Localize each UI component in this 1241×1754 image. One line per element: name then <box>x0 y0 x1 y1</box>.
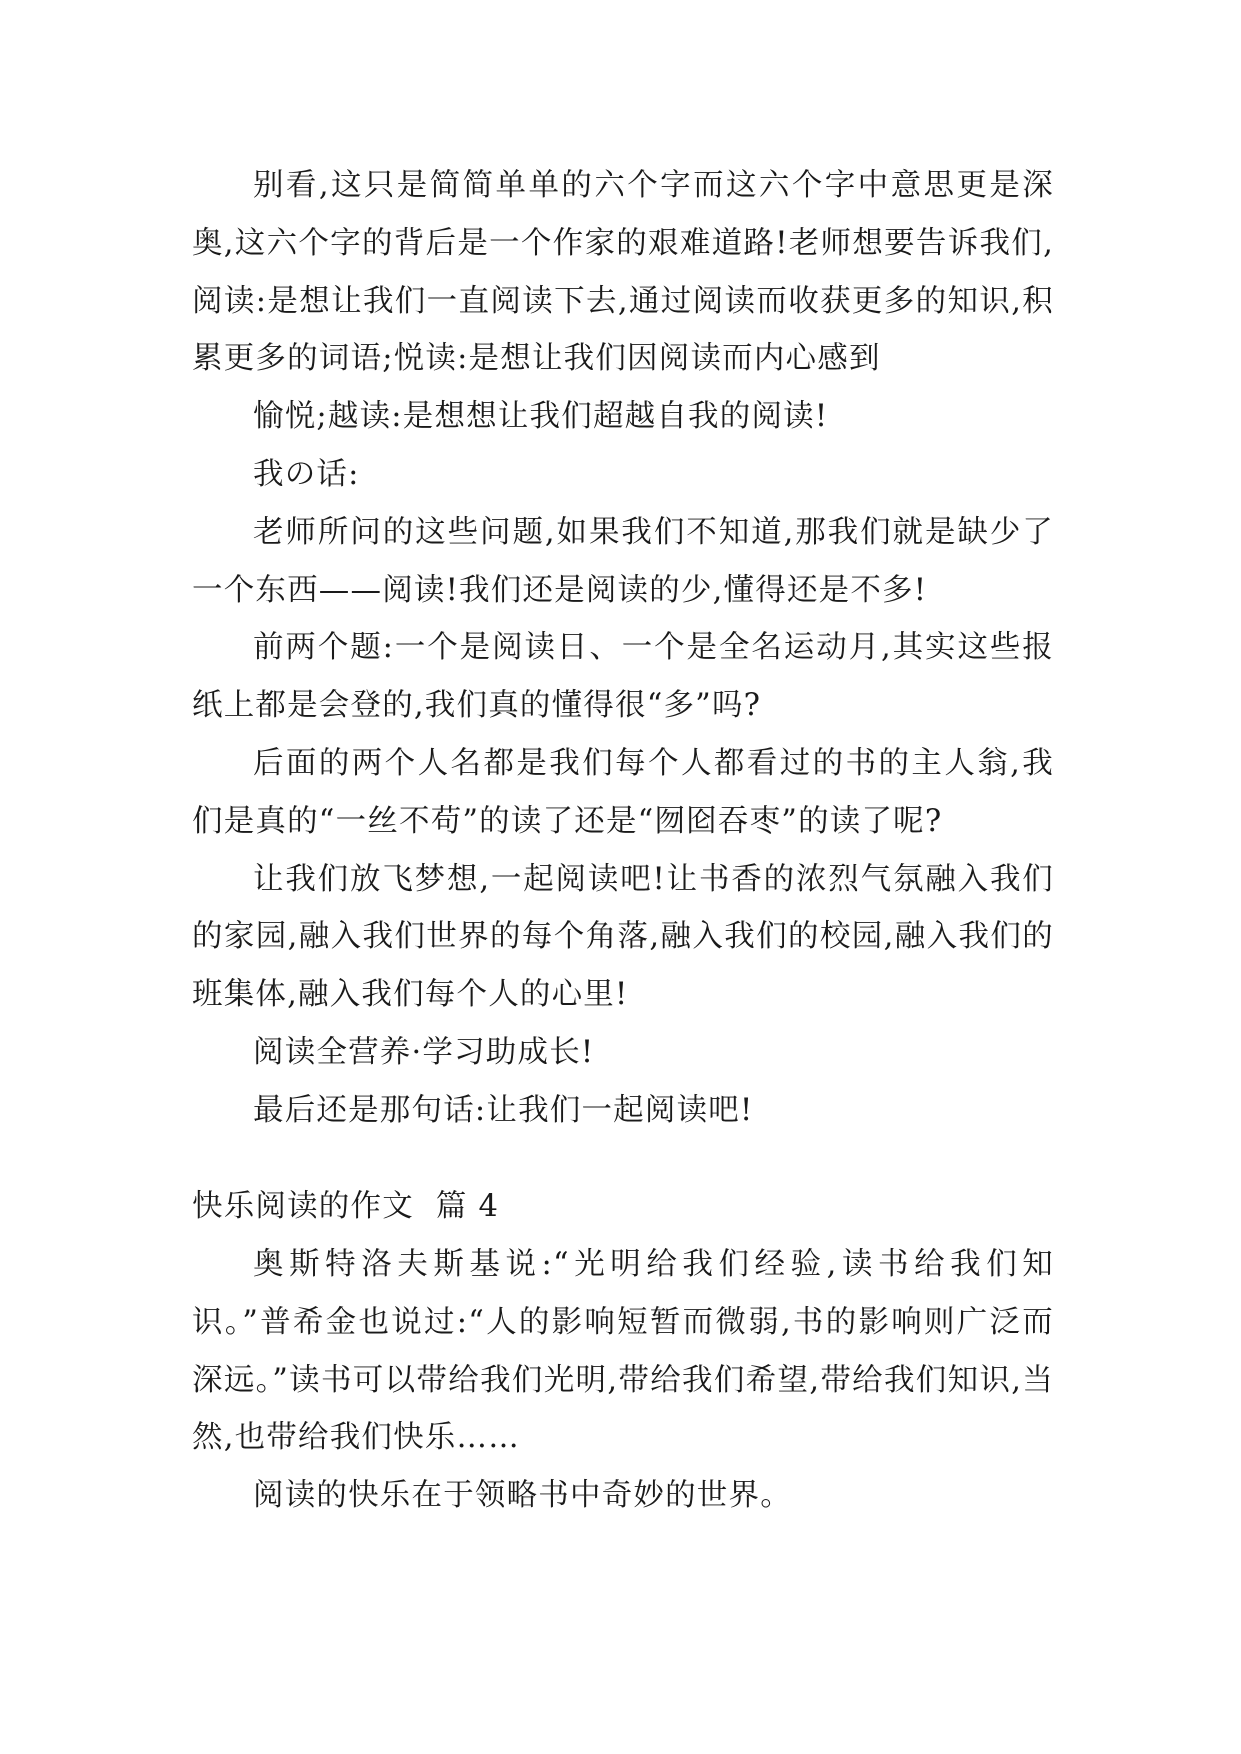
paragraph: 老师所问的这些问题,如果我们不知道,那我们就是缺少了一个东西——阅读!我们还是阅读的少,懂得还是不多! <box>192 514 1054 608</box>
section-number: 篇 4 <box>435 1189 500 1224</box>
paragraph: 让我们放飞梦想,一起阅读吧!让书香的浓烈气氛融入我们的家园,融入我们世界的每个角落,融入我们的校园,融入我们的班集体,融入我们每个人的心里! <box>192 861 1054 1013</box>
paragraph: 阅读全营养·学习助成长! <box>253 1034 595 1070</box>
section-heading <box>192 1178 1054 1236</box>
article-body-top <box>192 157 1054 1140</box>
article-body-bottom <box>192 1236 1054 1525</box>
section-title: 快乐阅读的作文 <box>192 1189 414 1224</box>
paragraph: 阅读的快乐在于领略书中奇妙的世界。 <box>253 1478 792 1514</box>
paragraph: 我の话: <box>253 456 360 492</box>
paragraph: 别看,这只是简简单单的六个字而这六个字中意思更是深奥,这六个字的背后是一个作家的艰难道路!老师想要告诉我们,阅读:是想让我们一直阅读下去,通过阅读而收获更多的知识,积累更多的词语;悦读:是想让我们因阅读而内心感到 <box>192 168 1054 377</box>
paragraph: 最后还是那句话:让我们一起阅读吧! <box>253 1092 754 1128</box>
paragraph: 愉悦;越读:是想想让我们超越自我的阅读! <box>253 399 829 435</box>
paragraph: 前两个题:一个是阅读日、一个是全名运动月,其实这些报纸上都是会登的,我们真的懂得很“多”吗? <box>192 630 1054 724</box>
paragraph: 奥斯特洛夫斯基说:“光明给我们经验,读书给我们知识。”普希金也说过:“人的影响短暂而微弱,书的影响则广泛而深远。”读书可以带给我们光明,带给我们希望,带给我们知识,当然,也带给我们快乐…… <box>192 1247 1054 1456</box>
paragraph: 后面的两个人名都是我们每个人都看过的书的主人翁,我们是真的“一丝不苟”的读了还是“囫囵吞枣”的读了呢? <box>192 745 1054 839</box>
